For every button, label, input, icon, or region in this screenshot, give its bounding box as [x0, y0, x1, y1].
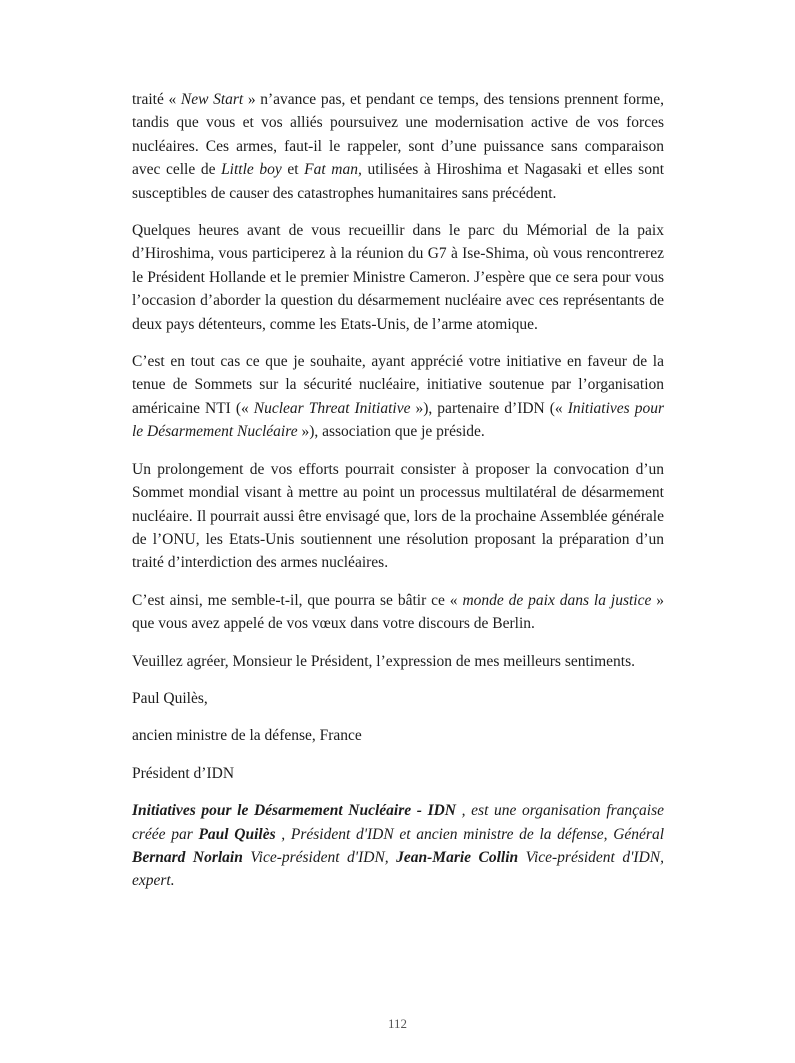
text-run: Un prolongement de vos efforts pourrait consister à proposer la convocation d’un Sommet mondial visant à mettre au point un processus multilatéral de désarmement nucléaire. Il pourrait aussi être envisagé que, lors de la prochaine Assemblée générale de l’ONU, les Etats-Unis soutiennent une résolution proposant la préparation d’un traité d’interdiction des armes nucléaires. — [132, 460, 664, 572]
italic-text: , Président d'IDN et ancien ministre de la défense, Général — [275, 825, 665, 843]
italic-text: Initiatives pour le Désarmement Nucléaire — [132, 399, 664, 441]
text-run: » que vous avez appelé de vos vœux dans votre discours de Berlin. — [132, 591, 665, 633]
bold-italic-text: Jean-Marie Collin — [396, 848, 519, 866]
paragraph — [132, 350, 664, 444]
text-run: traité « — [132, 91, 181, 108]
paragraph — [132, 219, 664, 336]
paragraph — [132, 687, 664, 710]
italic-text: Vice-président d'IDN, expert. — [132, 848, 664, 890]
text-run: Président d’IDN — [132, 764, 235, 782]
text-run: »), partenaire d’IDN (« — [410, 399, 568, 417]
text-run: C’est ainsi, me semble-t-il, que pourra se bâtir ce « — [132, 591, 463, 609]
bold-italic-text: Initiatives pour le Désarmement Nucléaire - IDN — [132, 802, 456, 820]
paragraph — [132, 799, 664, 893]
italic-text: Fat man, — [304, 161, 362, 179]
italic-text: est une organisation française créée par — [132, 802, 665, 843]
paragraph — [132, 88, 664, 205]
paragraph — [132, 650, 664, 673]
paragraph — [132, 458, 664, 575]
paragraph — [132, 762, 664, 785]
paragraph — [132, 724, 664, 747]
italic-text: Vice-président d'IDN, — [242, 848, 397, 866]
bold-italic-text: Paul Quilès — [198, 825, 276, 843]
page-number: 112 — [387, 1016, 408, 1031]
text-run: et — [281, 161, 305, 179]
italic-text: Nuclear Threat Initiative — [253, 399, 411, 417]
text-run: ancien ministre de la défense, France — [132, 727, 362, 745]
italic-text: Little boy — [221, 161, 282, 179]
text-run: Veuillez agréer, Monsieur le Président, l’expression de mes meilleurs sentiments. — [132, 652, 635, 670]
text-run: utilisées à Hiroshima et Nagasaki et elles sont susceptibles de causer des catastrophes humanitaires sans précédent. — [132, 161, 665, 202]
text-run: Paul Quilès, — [132, 689, 208, 707]
bold-italic-text: Bernard Norlain — [132, 848, 243, 866]
text-run: » n’avance pas, et pendant ce temps, des tensions prennent forme, tandis que vous et vos alliés poursuivez une modernisation active de vos forces nucléaires. Ces armes, faut-il le rappeler, sont d’une puissance sans comparaison avec celle de — [132, 91, 664, 179]
paragraph — [132, 589, 664, 636]
text-run: »), association que je préside. — [297, 423, 485, 441]
document-body — [132, 88, 664, 907]
italic-text: New Start — [180, 91, 244, 108]
italic-text: monde de paix dans la justice — [462, 591, 652, 609]
text-run: Quelques heures avant de vous recueillir dans le parc du Mémorial de la paix d’Hiroshima, vous participerez à la réunion du G7 à Ise-Shima, où vous rencontrerez le Président Hollande et le premier Ministre Cameron. J’espère que ce sera pour vous l’occasion d’aborder la question du désarmement nucléaire avec ces représentants de deux pays détenteurs, comme les Etats-Unis, de l’arme atomique. — [132, 222, 664, 333]
italic-text: , — [456, 802, 472, 820]
text-run: C’est en tout cas ce que je souhaite, ayant apprécié votre initiative en faveur de la tenue de Sommets sur la sécurité nucléaire, initiative soutenue par l’organisation américaine NTI (« — [132, 353, 664, 417]
